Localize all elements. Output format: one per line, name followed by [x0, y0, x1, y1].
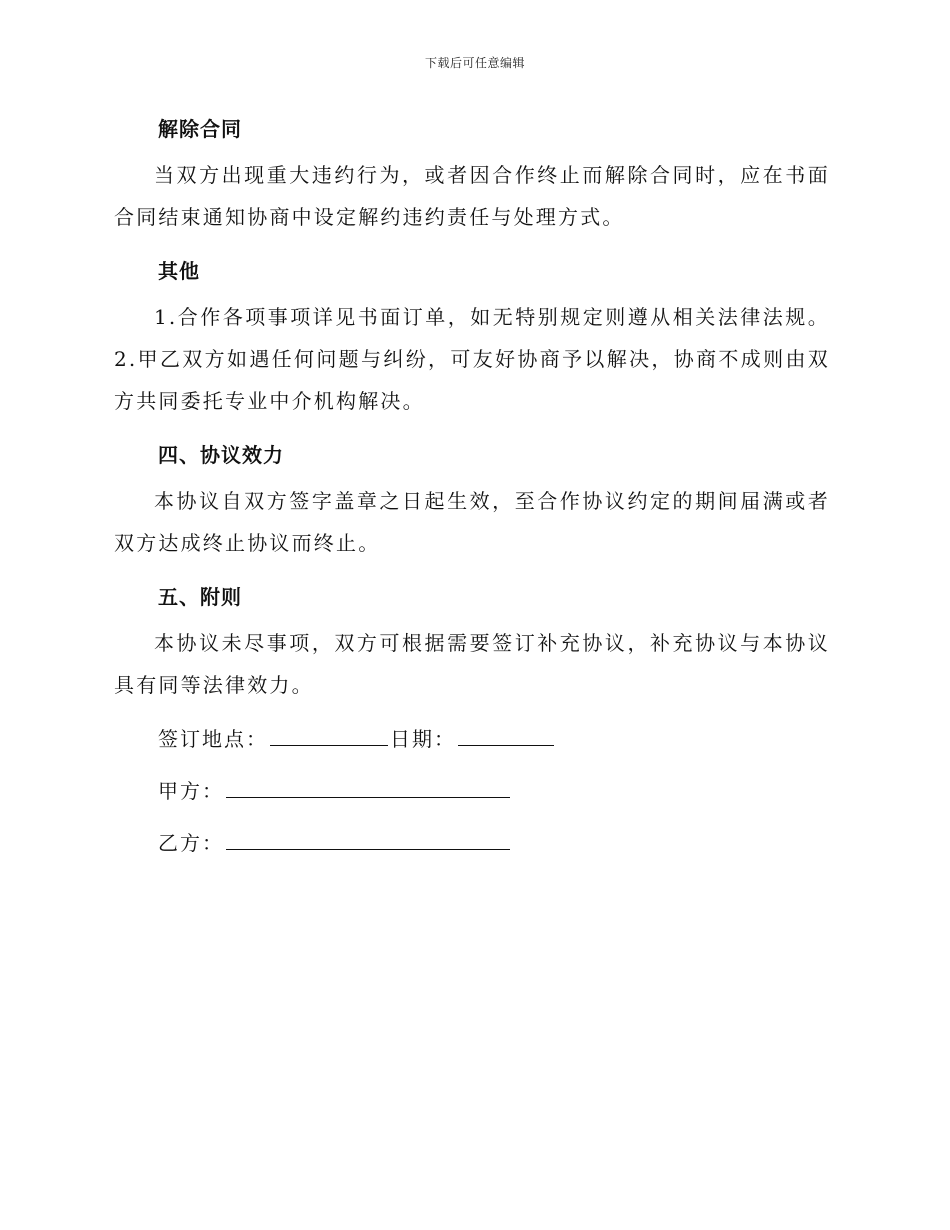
document-body: [114, 108, 830, 874]
section-paragraph-other: 1.合作各项事项详见书面订单，如无特别规定则遵从相关法律法规。 2.甲乙双方如遇任何问题与纠纷，可友好协商予以解决，协商不成则由双方共同委托专业中介机构解决。: [114, 305, 830, 413]
party-a-label: 甲方：: [158, 779, 224, 803]
section-heading-other: 其他: [158, 259, 200, 283]
party-a-blank[interactable]: [226, 775, 510, 798]
section-heading-appendix: 五、附则: [158, 585, 242, 609]
section-paragraph-effect: 本协议自双方签字盖章之日起生效，至合作协议约定的期间届满或者双方达成终止协议而终止。: [114, 489, 830, 555]
signing-date-label: 日期：: [390, 727, 456, 751]
party-a-row: [158, 770, 830, 812]
section-heading-termination: 解除合同: [158, 117, 242, 141]
party-b-label: 乙方：: [158, 831, 224, 855]
section-paragraph-termination: 当双方出现重大违约行为，或者因合作终止而解除合同时，应在书面合同结束通知协商中设定解约违约责任与处理方式。: [114, 163, 830, 229]
section-paragraph-appendix: 本协议未尽事项，双方可根据需要签订补充协议，补充协议与本协议具有同等法律效力。: [114, 631, 830, 697]
party-b-row: [158, 822, 830, 864]
signing-date-blank[interactable]: [458, 723, 554, 746]
signing-place-label: 签订地点：: [158, 727, 268, 751]
section-heading-effect: 四、协议效力: [158, 443, 284, 467]
page-header-note: 下载后可任意编辑: [424, 56, 525, 70]
signing-place-blank[interactable]: [270, 723, 388, 746]
party-b-blank[interactable]: [226, 827, 510, 850]
signing-place-date-row: [158, 718, 830, 760]
